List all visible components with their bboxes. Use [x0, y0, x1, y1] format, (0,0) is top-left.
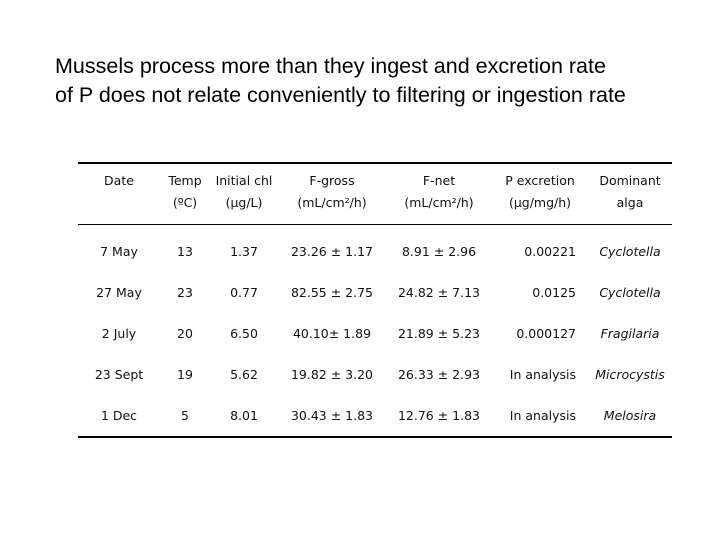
cell-temp: 13: [177, 244, 193, 259]
header-f-gross: [278, 163, 386, 225]
cell-initial-chl: 0.77: [230, 285, 258, 300]
cell-dominant-alga: Melosira: [603, 408, 657, 423]
cell-initial-chl: 5.62: [230, 367, 258, 382]
cell-initial-chl: 8.01: [230, 408, 258, 423]
cell-temp: 19: [177, 367, 193, 382]
cell-dominant-alga: Microcystis: [595, 367, 665, 382]
cell-date: 27 May: [96, 285, 142, 300]
header-date-label: Date: [104, 173, 134, 188]
cell-date: 1 Dec: [100, 408, 138, 423]
header-f-gross-label: F-gross: [309, 173, 355, 188]
header-f-gross-unit: (mL/cm²/h): [297, 195, 367, 210]
table-row: [78, 395, 672, 437]
slide-title: [55, 52, 715, 110]
cell-temp: 23: [177, 285, 193, 300]
cell-dominant-alga: Cyclotella: [599, 285, 661, 300]
cell-f-net: 8.91 ± 2.96: [401, 244, 477, 259]
cell-date: 2 July: [101, 326, 137, 341]
cell-p-excretion: In analysis: [509, 367, 576, 382]
header-f-net-unit: (mL/cm²/h): [404, 195, 474, 210]
header-temp: [160, 163, 210, 225]
header-temp-unit: (ºC): [172, 195, 198, 210]
header-dominant-alga-label-2: alga: [616, 195, 644, 210]
cell-f-gross: 40.10± 1.89: [292, 326, 372, 341]
cell-temp: 5: [181, 408, 189, 423]
cell-initial-chl: 1.37: [230, 244, 258, 259]
header-p-excretion-unit: (µg/mg/h): [508, 195, 572, 210]
header-temp-label: Temp: [168, 173, 202, 188]
cell-f-net: 12.76 ± 1.83: [397, 408, 481, 423]
header-initial-chl-label: Initial chl: [215, 173, 273, 188]
cell-date: 23 Sept: [94, 367, 144, 382]
cell-date: 7 May: [100, 244, 138, 259]
cell-temp: 20: [177, 326, 193, 341]
cell-dominant-alga: Fragilaria: [600, 326, 660, 341]
cell-f-net: 21.89 ± 5.23: [397, 326, 481, 341]
table-row: [78, 354, 672, 395]
cell-p-excretion: 0.000127: [516, 326, 576, 341]
header-p-excretion: [492, 163, 588, 225]
slide-title-line-2: of P does not relate conveniently to filtering or ingestion rate: [55, 83, 626, 107]
cell-p-excretion: 0.0125: [532, 285, 576, 300]
header-initial-chl: [210, 163, 278, 225]
header-initial-chl-unit: (µg/L): [225, 195, 263, 210]
cell-f-gross: 19.82 ± 3.20: [290, 367, 374, 382]
cell-dominant-alga: Cyclotella: [599, 244, 661, 259]
header-p-excretion-label: P excretion: [505, 173, 575, 188]
cell-f-net: 24.82 ± 7.13: [397, 285, 481, 300]
header-date: [78, 163, 160, 225]
table-row: [78, 313, 672, 354]
header-f-net-label: F-net: [422, 173, 456, 188]
header-dominant-alga: [588, 163, 672, 225]
cell-f-gross: 23.26 ± 1.17: [290, 244, 374, 259]
cell-p-excretion: 0.00221: [524, 244, 576, 259]
table-header-row: [78, 163, 672, 225]
cell-f-net: 26.33 ± 2.93: [397, 367, 481, 382]
cell-initial-chl: 6.50: [230, 326, 258, 341]
header-dominant-alga-label: Dominant: [599, 173, 661, 188]
mussel-data-table: [78, 162, 672, 438]
table-row: [78, 272, 672, 313]
header-f-net: [386, 163, 492, 225]
table-row: [78, 225, 672, 273]
cell-f-gross: 82.55 ± 2.75: [290, 285, 374, 300]
cell-p-excretion: In analysis: [509, 408, 576, 423]
slide-title-line-1: Mussels process more than they ingest and excretion rate: [55, 54, 606, 78]
cell-f-gross: 30.43 ± 1.83: [290, 408, 374, 423]
